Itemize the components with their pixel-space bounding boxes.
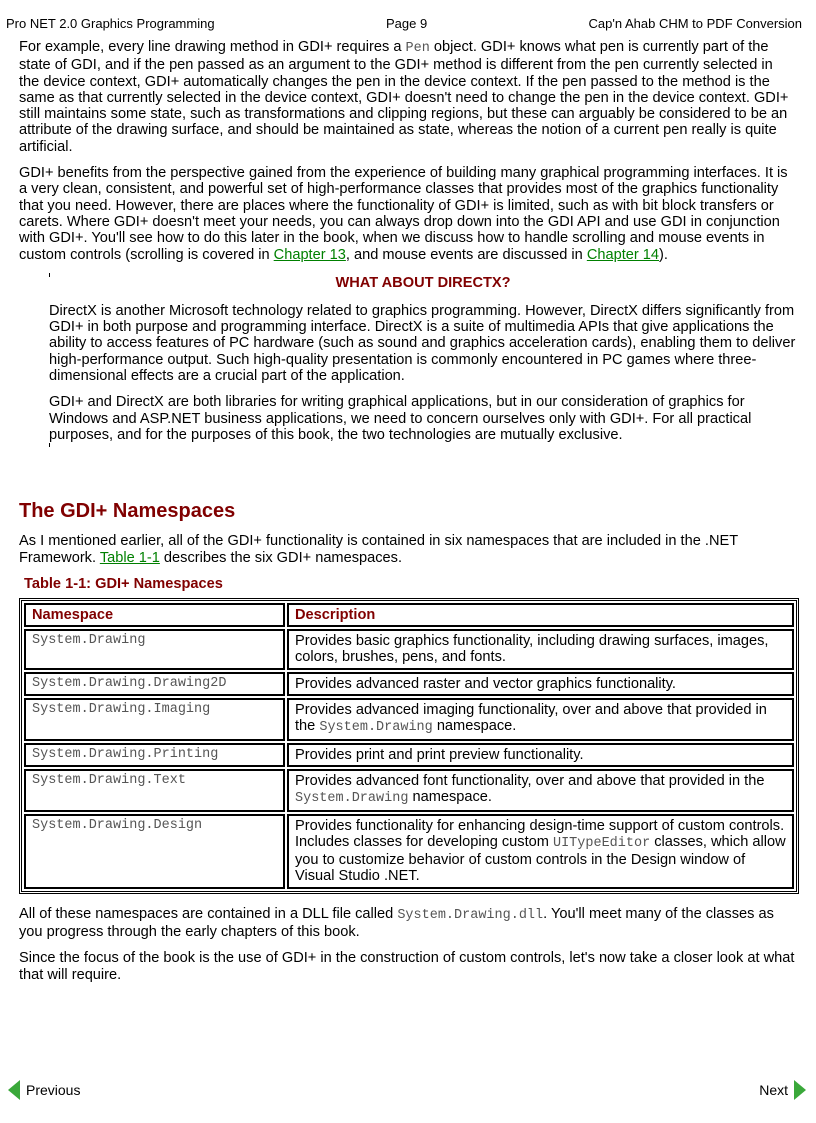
table-header-row (24, 603, 794, 627)
namespace-cell: System.Drawing.Printing (24, 743, 285, 767)
previous-button[interactable] (8, 1080, 80, 1100)
paragraph-pen-state: For example, every line drawing method in GDI+ requires a Pen object. GDI+ knows what pen is currently part of the state of GDI, and if the pen passed as an argument to the GDI+ method is different from the pen currently selected in the device context, GDI+ automatically changes the pen in the device context. If the pen passed to the method is the same as that currently selected in the device context, GDI+ doesn't need to change the pen in the device context. GDI+ still maintains some state, such as transformations and clipping regions, but these can arguably be considered to be an attribute of the drawing surface, and should be maintained as state, whereas the notion of a current pen really is quite artificial. (19, 39, 789, 155)
arrow-right-icon (794, 1080, 806, 1100)
namespace-cell: System.Drawing (24, 629, 285, 670)
table-row (24, 672, 794, 696)
table-row (24, 769, 794, 812)
header-page-number: Page 9 (386, 16, 428, 31)
table-row (24, 743, 794, 767)
paragraph-gdi-benefits: GDI+ benefits from the perspective gained from the experience of building many graphical programming interfaces. It is a very clean, consistent, and powerful set of high-performance classes that provides most of the graphics functionality that you need. However, there are places where the functionality of GDI+ is limited, such as with bit block transfers or carets. Where GDI+ doesn't meet your needs, you can always drop down into the GDI API and use GDI in conjunction with GDI+. You'll see how to do this later in the book, when we discuss how to handle scrolling and mouse events in custom controls (scrolling is covered in Chapter 13, and mouse events are discussed in Chapter 14). (19, 165, 788, 263)
sidebar-paragraph-2: GDI+ and DirectX are both libraries for writing graphical applications, but in our consideration of graphics for Windows and ASP.NET business applications, we need to concern ourselves only with GDI+. For all practical purposes, and for the purposes of this book, the two technologies are mutually exclusive. (49, 394, 752, 443)
header-book-title: Pro NET 2.0 Graphics Programming (6, 16, 215, 31)
inline-code: UITypeEditor (552, 835, 651, 851)
description-cell: Provides advanced font functionality, over and above that provided in the System.Drawing namespace. (287, 769, 794, 812)
description-cell: Provides print and print preview functionality. (287, 743, 794, 767)
inline-code: System.Drawing (295, 791, 409, 807)
paragraph-namespaces-intro: As I mentioned earlier, all of the GDI+ functionality is contained in six namespaces that are included in the .NET Framework. Table 1-1 describes the six GDI+ namespaces. (19, 533, 738, 566)
column-header-namespace: Namespace (24, 603, 285, 627)
table-row (24, 698, 794, 741)
footer-navigation (0, 1080, 816, 1104)
description-cell: Provides advanced raster and vector graphics functionality. (287, 672, 794, 696)
column-header-description: Description (287, 603, 794, 627)
link-chapter-14[interactable]: Chapter 14 (586, 246, 660, 263)
page-content (19, 39, 797, 993)
inline-code-pen: Pen (405, 41, 430, 56)
sidebar-paragraph-1: DirectX is another Microsoft technology related to graphics programming. However, DirectX differs significantly from GDI+ in both purpose and programming interface. DirectX is a suite of multimedia APIs that give applications the ability to access features of PC hardware (such as sound and graphics acceleration cards), enabling them to deliver high-performance output. Such high-quality presentation is commonly encountered in PC games where three-dimensional effects are a crucial part of the application. (49, 302, 796, 385)
namespace-cell: System.Drawing.Design (24, 814, 285, 889)
link-chapter-13[interactable]: Chapter 13 (273, 246, 346, 263)
description-cell: Provides basic graphics functionality, including drawing surfaces, images, colors, brushes, pens, and fonts. (287, 629, 794, 670)
arrow-left-icon (8, 1080, 20, 1100)
next-label: Next (759, 1082, 788, 1098)
description-cell: Provides functionality for enhancing design-time support of custom controls. Includes classes for developing custom UITypeEditor classes, which allow you to customize behavior of custom controls in the Design window of Visual Studio .NET. (287, 814, 794, 889)
table-row (24, 814, 794, 889)
link-table-1-1[interactable]: Table 1-1 (99, 549, 160, 566)
next-button[interactable] (759, 1080, 806, 1100)
paragraph-dll: All of these namespaces are contained in a DLL file called System.Drawing.dll. You'll meet many of the classes as you progress through the early chapters of this book. (19, 905, 774, 940)
namespaces-table (19, 598, 799, 894)
header-converter-note: Cap'n Ahab CHM to PDF Conversion (588, 16, 802, 31)
namespace-cell: System.Drawing.Imaging (24, 698, 285, 741)
sidebar-directx (49, 275, 797, 443)
description-cell: Provides advanced imaging functionality, over and above that provided in the System.Drawing namespace. (287, 698, 794, 741)
page-header (0, 16, 816, 32)
namespace-cell: System.Drawing.Drawing2D (24, 672, 285, 696)
section-heading: The GDI+ Namespaces (19, 500, 236, 523)
sidebar-top-mark (49, 273, 50, 277)
namespace-cell: System.Drawing.Text (24, 769, 285, 812)
sidebar-title: WHAT ABOUT DIRECTX? (335, 274, 511, 291)
table-caption: Table 1-1: GDI+ Namespaces (24, 575, 223, 592)
paragraph-closing: Since the focus of the book is the use of GDI+ in the construction of custom controls, let's now take a closer look at what that will require. (19, 950, 795, 983)
inline-code: System.Drawing (319, 720, 433, 736)
table-row (24, 629, 794, 670)
inline-code-dll: System.Drawing.dll (397, 907, 544, 923)
sidebar-bottom-mark (49, 443, 50, 447)
previous-label: Previous (26, 1082, 81, 1098)
